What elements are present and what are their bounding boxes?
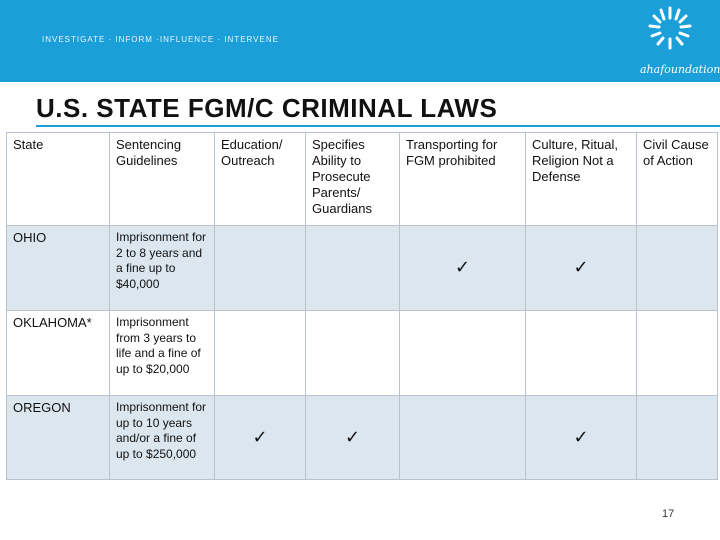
column-header: Sentencing Guidelines [110,133,215,226]
table-header-row [7,133,718,226]
state-cell: OHIO [7,226,110,311]
table-row [7,396,718,480]
table-row [7,226,718,311]
culture-cell [526,311,637,396]
civil-cell [637,311,718,396]
column-header: Specifies Ability to Prosecute Parents/ Guardians [306,133,400,226]
sentencing-cell: Imprisonment from 3 years to life and a fine of up to $20,000 [110,311,215,396]
education-cell [215,226,306,311]
column-header: Culture, Ritual, Religion Not a Defense [526,133,637,226]
transporting-cell [400,396,526,480]
education-cell [215,311,306,396]
table-row [7,311,718,396]
education-cell: ✓ [215,396,306,480]
sunburst-logo-icon [648,4,692,50]
header-banner [0,0,720,82]
sentencing-cell: Imprisonment for up to 10 years and/or a fine of up to $250,000 [110,396,215,480]
column-header: State [7,133,110,226]
tagline: INVESTIGATE · INFORM ·INFLUENCE · INTERVENE [42,35,279,44]
logo-text: ahafoundation [640,63,720,76]
column-header: Transporting for FGM prohibited [400,133,526,226]
culture-cell: ✓ [526,396,637,480]
state-cell: OKLAHOMA* [7,311,110,396]
prosecute-cell: ✓ [306,396,400,480]
civil-cell [637,396,718,480]
column-header: Civil Cause of Action [637,133,718,226]
transporting-cell [400,311,526,396]
state-cell: OREGON [7,396,110,480]
slide-title: U.S. STATE FGM/C CRIMINAL LAWS [36,93,498,123]
prosecute-cell [306,311,400,396]
sentencing-cell: Imprisonment for 2 to 8 years and a fine up to $40,000 [110,226,215,311]
culture-cell: ✓ [526,226,637,311]
title-divider [36,125,720,127]
civil-cell [637,226,718,311]
transporting-cell: ✓ [400,226,526,311]
column-header: Education/ Outreach [215,133,306,226]
laws-table [6,132,718,480]
prosecute-cell [306,226,400,311]
page-number: 17 [662,508,675,520]
